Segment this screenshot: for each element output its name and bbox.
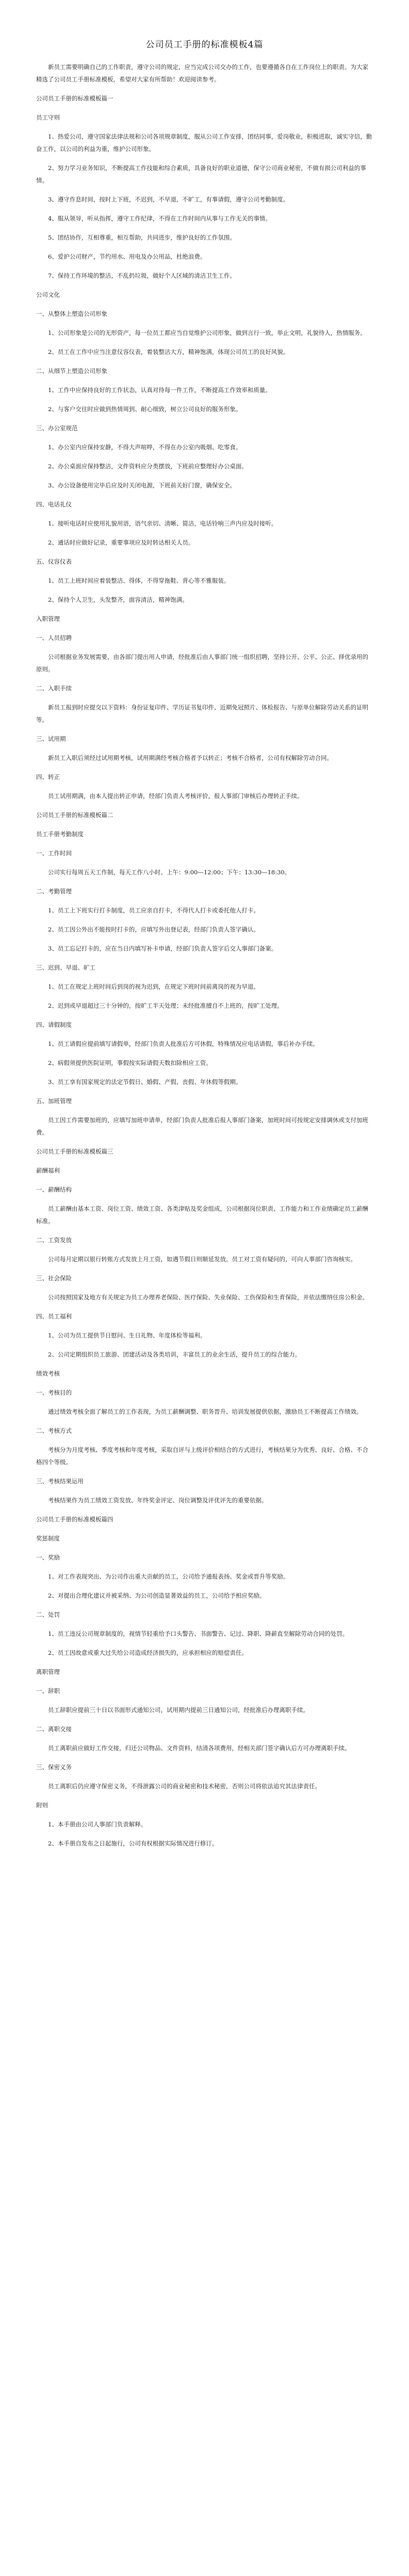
paragraph: 新员工需要明确自己的工作职责，遵守公司的规定，应当完成公司交办的工作，也要遵循各自在工作岗位上的职责。为大家精选了公司员工手册标准模板，希望对大家有所帮助！欢迎阅读参考。	[36, 63, 368, 83]
paragraph: 2、办公桌面应保持整洁，文件资料应分类摆放，下班前应整理好办公桌面。	[48, 463, 248, 470]
paragraph: 1、工作中应保持良好的工作状态，认真对待每一件工作，不断提高工作效率和质量。	[48, 386, 271, 394]
paragraph: 2、迟到或早退超过三十分钟的，按旷工半天处理；未经批准擅自不上班的，按旷工处理。	[48, 1002, 283, 1009]
paragraph: 四、请假制度	[36, 1021, 72, 1028]
paragraph: 三、社会保险	[36, 1275, 72, 1282]
paragraph: 2、员工因公外出不能按时打卡的，应填写外出登记表，经部门负责人签字确认。	[48, 926, 259, 933]
paragraph: 附则	[36, 1802, 48, 1809]
paragraph: 四、电话礼仪	[36, 501, 72, 508]
paragraph: 公司员工手册的标准模板篇四	[36, 1516, 113, 1523]
paragraph: 员工守则	[36, 114, 60, 121]
paragraph: 员工因工作需要加班的，应填写加班申请单，经部门负责人批准后报人事部门备案，加班时间可按规定安排调休或支付加班费。	[36, 1116, 368, 1136]
paragraph: 一、薪酬结构	[36, 1186, 72, 1193]
paragraph: 1、员工违反公司规章制度的，视情节轻重给予口头警告、书面警告、记过、降职、降薪直至解除劳动合同的处罚。	[48, 1630, 349, 1637]
paragraph: 员工试用期满，由本人提出转正申请，经部门负责人考核评价，报人事部门审核后办理转正手续。	[48, 792, 303, 800]
paragraph: 新员工入职后须经过试用期考核，试用期满经考核合格者予以转正；考核不合格者，公司有权解除劳动合同。	[48, 754, 333, 761]
paragraph: 考核结果作为员工绩效工资发放、年终奖金评定、岗位调整及评优评先的重要依据。	[48, 1497, 268, 1504]
document-body	[36, 61, 373, 2576]
paragraph: 二、从细节上塑造公司形象	[36, 367, 107, 375]
paragraph: 五、仪容仪表	[36, 558, 72, 565]
paragraph: 公司员工手册的标准模板篇二	[36, 811, 113, 819]
paragraph: 2、员工在工作中应当注意仪容仪表，着装整洁大方，精神饱满，体现公司员工的良好风貌。	[48, 348, 289, 355]
paragraph: 入职管理	[36, 615, 60, 622]
paragraph: 离职管理	[36, 1668, 60, 1675]
paragraph: 1、员工在规定上班时间后到岗的视为迟到，在规定下班时间前离岗的视为早退。	[48, 983, 259, 990]
paragraph: 员工离职前应做好工作交接，归还公司物品、文件资料，结清各项费用，经相关部门签字确认后方可办理离职手续。	[48, 1744, 351, 1752]
paragraph: 三、保密义务	[36, 1764, 72, 1771]
paragraph: 1、办公室内应保持安静，不得大声喧哗，不得在办公室内吸烟、吃零食。	[48, 444, 242, 451]
paragraph: 三、考核结果运用	[36, 1478, 84, 1485]
paragraph: 3、员工享有国家规定的法定节假日、婚假、产假、丧假、年休假等假期。	[48, 1078, 242, 1086]
paragraph: 二、离职交接	[36, 1725, 72, 1733]
paragraph: 奖惩制度	[36, 1535, 60, 1542]
paragraph: 二、处罚	[36, 1611, 60, 1618]
paragraph: 2、病假须提供医院证明，事假按实际请假天数扣除相应工资。	[48, 1059, 212, 1066]
paragraph: 2、与客户交往时应做到热情周到、耐心细致，树立公司良好的服务形象。	[48, 405, 242, 413]
paragraph: 员工辞职应提前三十日以书面形式通知公司，试用期内提前三日通知公司，经批准后办理离职手续。	[48, 1706, 309, 1714]
paragraph: 四、转正	[36, 773, 60, 781]
paragraph: 公司员工手册的标准模板篇一	[36, 95, 113, 102]
paragraph: 员工薪酬由基本工资、岗位工资、绩效工资、各类津贴及奖金组成，公司根据岗位职责、工作能力和工作业绩确定员工薪酬标准。	[36, 1205, 368, 1225]
paragraph: 三、试用期	[36, 735, 66, 742]
paragraph: 员工手册考勤制度	[36, 831, 84, 838]
paragraph: 一、考核目的	[36, 1389, 72, 1396]
paragraph: 一、工作时间	[36, 850, 72, 857]
paragraph: 员工离职后仍应遵守保密义务，不得泄露公司的商业秘密和技术秘密，否则公司将依法追究其法律责任。	[48, 1783, 321, 1790]
paragraph: 三、迟到、早退、旷工	[36, 964, 95, 971]
paragraph: 通过绩效考核全面了解员工的工作表现，为员工薪酬调整、职务晋升、培训发展提供依据，激励员工不断提高工作绩效。	[48, 1408, 363, 1415]
paragraph: 1、热爱公司，遵守国家法律法规和公司各项规章制度，服从公司工作安排，团结同事，爱岗敬业，积极进取，诚实守信，勤奋工作，以公司的利益为重，维护公司形象。	[36, 133, 372, 152]
paragraph: 1、员工请假应提前填写请假单，经部门负责人批准后方可休假，特殊情况应电话请假，事后补办手续。	[48, 1040, 319, 1047]
paragraph: 公司按照国家及地方有关规定为员工办理养老保险、医疗保险、失业保险、工伤保险和生育保险，并依法缴纳住房公积金。	[48, 1294, 368, 1301]
paragraph: 三、办公室规范	[36, 425, 78, 432]
paragraph: 2、公司定期组织员工旅游、团建活动及各类培训，丰富员工的业余生活，提升员工的综合能力。	[48, 1351, 301, 1358]
paragraph: 一、从整体上塑造公司形象	[36, 310, 107, 317]
paragraph: 1、本手册由公司人事部门负责解释。	[48, 1821, 147, 1828]
paragraph: 4、服从领导，听从指挥，遵守工作纪律，不得在工作时间内从事与工作无关的事情。	[48, 215, 271, 222]
paragraph: 5、团结协作，互相尊重，相互帮助，共同进步，维护良好的工作氛围。	[48, 234, 236, 241]
paragraph: 2、通话时应做好记录，重要事项应及时转达相关人员。	[48, 539, 194, 546]
paragraph: 二、入职手续	[36, 685, 72, 692]
paragraph: 公司根据业务发展需要，由各部门提出用人申请，经批准后由人事部门统一组织招聘，坚持公开、公平、公正、择优录用的原则。	[36, 653, 368, 673]
paragraph: 考核分为月度考核、季度考核和年度考核，采取自评与上级评价相结合的方式进行，考核结果分为优秀、良好、合格、不合格四个等级。	[36, 1446, 368, 1466]
paragraph: 二、考核方式	[36, 1427, 72, 1434]
paragraph: 四、员工福利	[36, 1313, 72, 1320]
document-title: 公司员工手册的标准模板4篇	[145, 40, 264, 50]
paragraph: 一、辞职	[36, 1687, 60, 1694]
paragraph: 新员工报到时应提交以下资料：身份证复印件、学历证书复印件、近期免冠照片、体检报告、与原单位解除劳动关系的证明等。	[36, 704, 368, 723]
paragraph: 6、爱护公司财产，节约用水、用电及办公用品，杜绝浪费。	[48, 253, 206, 260]
paragraph: 3、遵守作息时间，按时上下班，不迟到，不早退，不旷工，有事请假，遵守公司考勤制度。	[48, 196, 289, 203]
paragraph: 2、努力学习业务知识，不断提高工作技能和综合素质，具备良好的职业道德，保守公司商业秘密，不做有损公司利益的事情。	[36, 164, 366, 184]
paragraph: 3、员工忘记打卡的，应在当日内填写补卡申请，经部门负责人签字后交人事部门备案。	[48, 945, 277, 952]
paragraph: 公司员工手册的标准模板篇三	[36, 1148, 113, 1155]
paragraph: 2、对提出合理化建议并被采纳、为公司创造显著效益的员工，公司给予相应奖励。	[48, 1592, 266, 1599]
paragraph: 一、人员招聘	[36, 634, 72, 641]
paragraph: 公司每月定期以银行转账方式发放上月工资，如遇节假日则顺延发放。员工对工资有疑问的，可向人事部门咨询核实。	[48, 1256, 356, 1263]
paragraph: 2、保持个人卫生，头发整齐，面容清洁，精神饱满。	[48, 596, 188, 603]
paragraph: 1、公司为员工提供节日慰问、生日礼物、年度体检等福利。	[48, 1332, 206, 1339]
paragraph: 五、加班管理	[36, 1097, 72, 1105]
paragraph: 绩效考核	[36, 1370, 60, 1377]
paragraph: 2、员工因故意或重大过失给公司造成经济损失的，应承担相应的赔偿责任。	[48, 1649, 248, 1656]
paragraph: 1、公司形象是公司的无形资产，每一位员工都应当自觉维护公司形象，做到言行一致，举止文明，礼貌待人，热情服务。	[48, 329, 366, 336]
paragraph: 2、本手册自发布之日起施行，公司有权根据实际情况进行修订。	[48, 1840, 218, 1847]
paragraph: 7、保持工作环境的整洁，不乱扔垃圾，做好个人区域的清洁卫生工作。	[48, 272, 236, 279]
paragraph: 二、考勤管理	[36, 888, 72, 895]
paragraph: 薪酬福利	[36, 1167, 60, 1174]
paragraph: 二、工资发放	[36, 1236, 72, 1244]
paragraph: 一、奖励	[36, 1554, 60, 1561]
paragraph: 1、接听电话时应使用礼貌用语，语气亲切、清晰、简洁，电话铃响三声内应及时接听。	[48, 520, 277, 527]
paragraph: 1、员工上班时间应着装整洁、得体，不得穿拖鞋、背心等不雅服装。	[48, 577, 230, 584]
paragraph: 公司实行每周五天工作制，每天工作八小时。上午：9:00—12:00；下午：13:30—18:30。	[48, 869, 291, 876]
paragraph: 1、对工作表现突出、为公司作出重大贡献的员工，公司给予通报表扬、奖金或晋升等奖励。	[48, 1573, 289, 1580]
paragraph: 1、员工上下班实行打卡制度，员工应亲自打卡，不得代人打卡或委托他人打卡。	[48, 907, 259, 914]
paragraph: 3、办公设备使用完毕后应及时关闭电源，下班前关好门窗，确保安全。	[48, 482, 236, 489]
paragraph: 公司文化	[36, 291, 60, 298]
